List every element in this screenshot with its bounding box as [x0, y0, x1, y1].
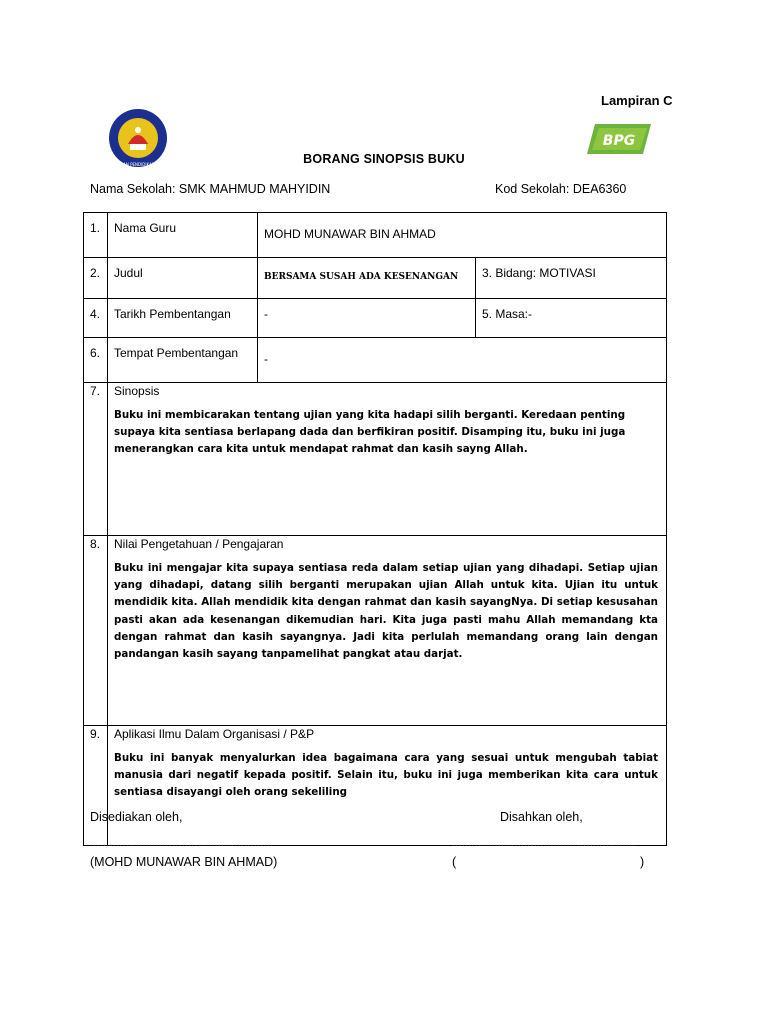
- row-label: Nama Guru: [108, 213, 258, 258]
- prepared-by-name: (MOHD MUNAWAR BIN AHMAD): [90, 855, 278, 869]
- field-value: 5. Masa:-: [476, 299, 667, 338]
- row-number: 2.: [84, 258, 108, 299]
- row-label: Tempat Pembentangan: [108, 338, 258, 383]
- row-synopsis: [84, 383, 667, 536]
- book-title-value: BERSAMA SUSAH ADA KESENANGAN: [264, 272, 459, 282]
- section-label: Nilai Pengetahuan / Pengajaran: [114, 537, 284, 551]
- section-label: Sinopsis: [114, 384, 160, 398]
- ministry-logo-text: KEMENTERIAN PENDIDIKAN MALAYSIA: [100, 162, 176, 167]
- row-application: [84, 726, 667, 846]
- row-number: 8.: [84, 536, 108, 726]
- prepared-by-label: Disediakan oleh,: [90, 810, 183, 824]
- school-code: Kod Sekolah: DEA6360: [495, 182, 627, 196]
- presentation-place-value: -: [258, 338, 667, 383]
- lessons-text: Buku ini mengajar kita supaya sentiasa reda dalam setiap ujian yang dihadapi. Setiap ujian yang dihadapi, datang silih berganti merupakan ujian Allah untuk kita. Ujian itu untuk mendidik kita. Allah mendidik kita dengan rahmat dan kasih sayangNya. Di setiap kesusahan pasti akan ada kesenangan dikemudian hari. Kita juga pasti mahu Allah memandang kta dengan rahmat dan kasih sayangnya. Jadi kita perlulah memandang orang lain dengan pandangan kasih sayang tanpamelihat pangkat atau darjat.: [114, 562, 658, 661]
- teacher-name-value: MOHD MUNAWAR BIN AHMAD: [258, 213, 667, 258]
- row-teacher-name: [84, 213, 667, 258]
- row-presentation-date: [84, 299, 667, 338]
- row-number: 7.: [84, 383, 108, 536]
- approved-signature-line: ........................................................: [452, 838, 636, 849]
- field-value: 3. Bidang: MOTIVASI: [476, 258, 667, 299]
- row-label: Judul: [108, 258, 258, 299]
- lampiran-label: Lampiran C: [601, 93, 673, 108]
- row-presentation-place: [84, 338, 667, 383]
- approved-by-label: Disahkan oleh,: [500, 810, 583, 824]
- approved-name-close-paren: ): [640, 855, 645, 869]
- approved-name-open-paren: (: [452, 855, 457, 869]
- form-title: BORANG SINOPSIS BUKU: [303, 152, 465, 166]
- row-number: 6.: [84, 338, 108, 383]
- row-values-lessons: [84, 536, 667, 726]
- prepared-signature-line: ........................................................: [90, 838, 274, 849]
- row-number: 4.: [84, 299, 108, 338]
- synopsis-form-table: [83, 212, 667, 846]
- application-text: Buku ini banyak menyalurkan idea bagaimana cara yang sesuai untuk mengubah tabiat manusia dari negatif kepada positif. Selain itu, buku ini juga memberikan kita cara untuk sentiasa disayangi oleh orang sekeliling: [114, 752, 658, 799]
- presentation-date-value: -: [258, 299, 476, 338]
- row-label: Tarikh Pembentangan: [108, 299, 258, 338]
- section-label: Aplikasi Ilmu Dalam Organisasi / P&P: [114, 727, 315, 741]
- row-number: 9.: [84, 726, 108, 846]
- synopsis-text: Buku ini membicarakan tentang ujian yang kita hadapi silih berganti. Keredaan penting supaya kita sentiasa berlapang dada dan berfikiran positif. Disamping itu, buku ini juga menerangkan cara kita untuk mendapat rahmat dan kasih sayng Allah.: [114, 409, 626, 456]
- row-number: 1.: [84, 213, 108, 258]
- school-name: Nama Sekolah: SMK MAHMUD MAHYIDIN: [90, 182, 331, 196]
- bpg-logo-text: BPG: [602, 133, 636, 149]
- row-title: [84, 258, 667, 299]
